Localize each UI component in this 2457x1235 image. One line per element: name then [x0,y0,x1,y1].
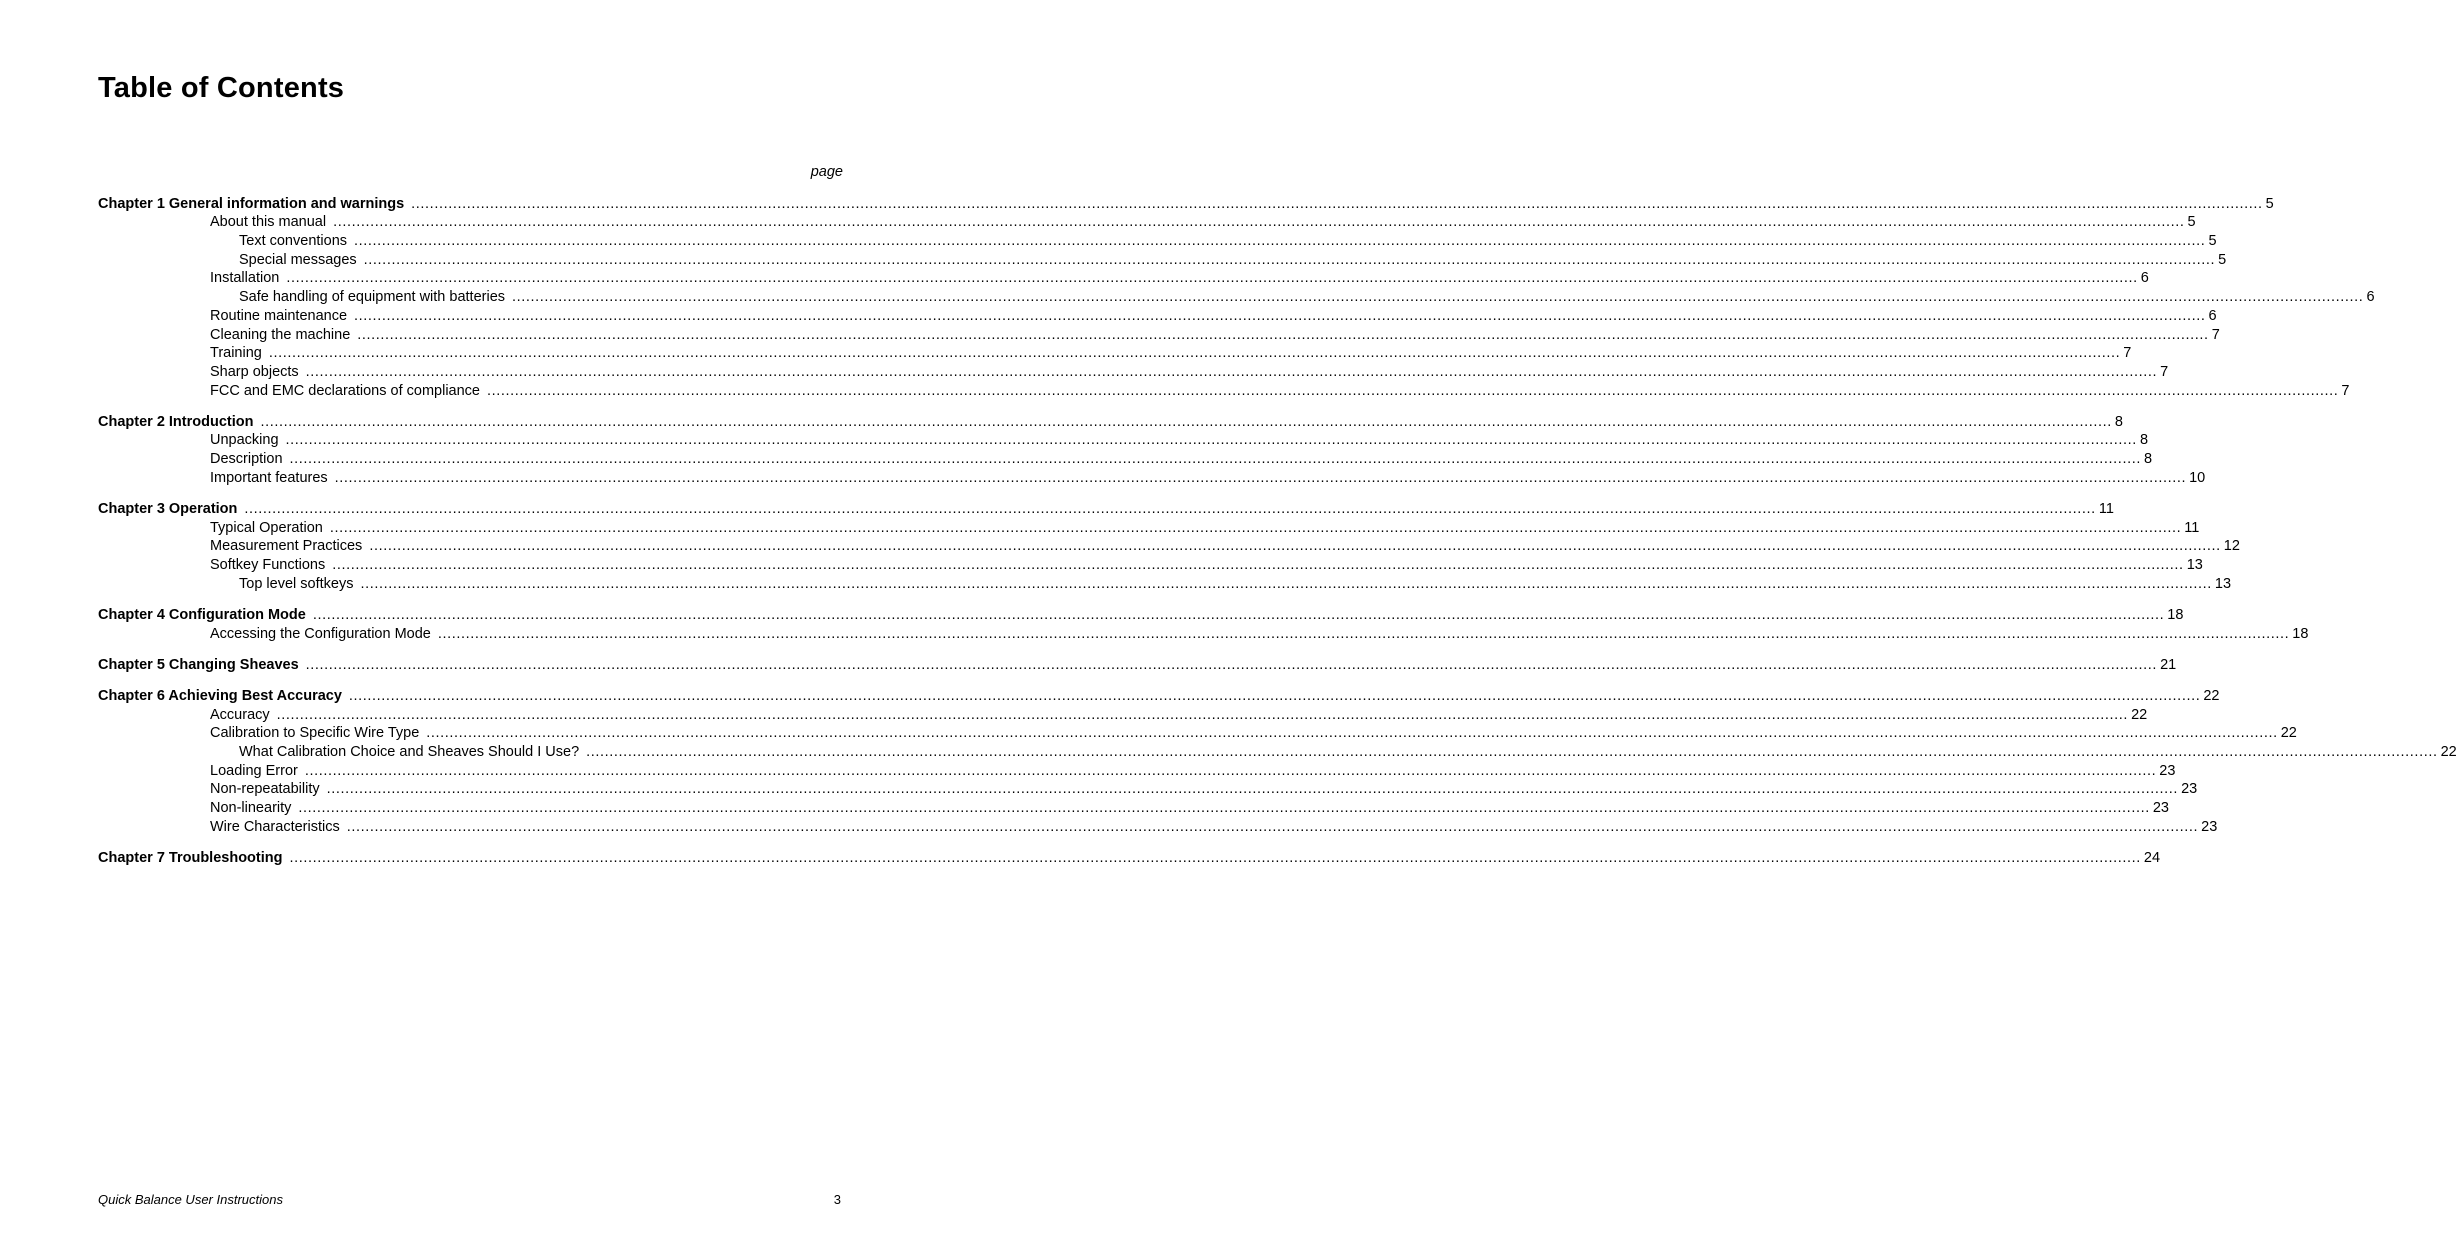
toc-section-entry[interactable] [98,555,2203,574]
toc-section-entry[interactable] [98,817,2218,836]
toc-entry-title: Chapter 3 Operation [98,501,238,517]
toc-entry-title: Safe handling of equipment with batteries [239,289,506,306]
toc-entry-page: 5 [2218,251,2227,268]
toc-entry-title: Accuracy [210,706,270,723]
dot-leader: ................................................................................................................................................................................................................................................................................................................................................................................................................ [268,345,2121,362]
dot-leader: ................................................................................................................................................................................................................................................................................................................................................................................................................ [437,625,2290,642]
dot-leader: ................................................................................................................................................................................................................................................................................................................................................................................................................ [354,233,2206,250]
toc-entry-title: Loading Error [210,762,298,779]
toc-section-entry[interactable] [98,705,2148,724]
toc-entry-page: 11 [2098,501,2114,517]
toc-entry-page: 23 [2152,800,2169,817]
toc-entry-title: Important features [210,469,328,486]
dot-leader: ................................................................................................................................................................................................................................................................................................................................................................................................................ [289,451,2141,468]
toc-entry-title: Chapter 1 General information and warnings [98,195,405,212]
toc-entry-page: 5 [2187,214,2196,231]
toc-entry-title: Measurement Practices [210,538,363,555]
toc-entry-title: Wire Characteristics [210,818,340,835]
dot-leader: ................................................................................................................................................................................................................................................................................................................................................................................................................ [346,818,2199,835]
dot-leader: ................................................................................................................................................................................................................................................................................................................................................................................................................ [332,557,2184,574]
toc-entry-title: Top level softkeys [239,575,354,592]
dot-leader: ................................................................................................................................................................................................................................................................................................................................................................................................................ [286,270,2138,287]
toc-entry-title: Softkey Functions [210,557,326,574]
toc-entry-page: 18 [2167,606,2184,623]
toc-entry-page: 11 [2184,519,2200,536]
toc-entry-title: Installation [210,270,280,287]
toc-chapter-entry[interactable] [98,848,2161,867]
dot-leader: ................................................................................................................................................................................................................................................................................................................................................................................................................ [285,432,2137,449]
toc-entry-title: Routine maintenance [210,307,348,324]
toc-chapter-group [98,412,2206,487]
toc-entry-title: What Calibration Choice and Sheaves Should I Use? [239,744,580,761]
dot-leader: ................................................................................................................................................................................................................................................................................................................................................................................................................ [312,606,2165,623]
toc-entry-page: 8 [2143,451,2153,468]
dot-leader: ................................................................................................................................................................................................................................................................................................................................................................................................................ [348,688,2201,704]
dot-leader: ................................................................................................................................................................................................................................................................................................................................................................................................................ [276,706,2129,723]
toc-entry-page: 8 [2114,413,2123,430]
toc-entry-page: 6 [2366,289,2375,306]
toc-entry-page: 18 [2292,625,2309,642]
toc-entry-title: Chapter 7 Troubleshooting [98,850,283,866]
page-column-label: page [810,164,843,180]
toc-chapter-entry[interactable] [98,499,2114,518]
table-of-contents [98,194,2457,880]
dot-leader: ................................................................................................................................................................................................................................................................................................................................................................................................................ [305,363,2158,380]
toc-entry-title: Description [210,451,283,468]
toc-entry-page: 22 [2203,688,2220,704]
toc-entry-page: 7 [2123,345,2132,362]
dot-leader: ................................................................................................................................................................................................................................................................................................................................................................................................................ [260,413,2112,430]
toc-entry-page: 8 [2139,432,2149,449]
toc-chapter-entry[interactable] [98,655,2177,674]
toc-entry-title: Sharp objects [210,363,299,380]
toc-entry-title: FCC and EMC declarations of compliance [210,382,480,399]
toc-entry-title: About this manual [210,214,327,231]
toc-entry-page: 5 [2208,233,2217,250]
toc-section-entry[interactable] [98,362,2169,381]
toc-section-entry[interactable] [98,761,2176,780]
toc-entry-page: 22 [2280,725,2297,742]
toc-section-entry[interactable] [98,344,2132,363]
toc-chapter-entry[interactable] [98,686,2220,705]
toc-section-entry[interactable] [98,780,2198,799]
dot-leader: ................................................................................................................................................................................................................................................................................................................................................................................................................ [360,575,2212,592]
toc-entry-page: 21 [2160,656,2177,673]
toc-entry-title: Chapter 6 Achieving Best Accuracy [98,688,342,704]
dot-leader: ................................................................................................................................................................................................................................................................................................................................................................................................................ [333,214,2185,231]
dot-leader: ................................................................................................................................................................................................................................................................................................................................................................................................................ [354,307,2206,324]
toc-entry-page: 7 [2341,382,2350,399]
toc-section-entry[interactable] [98,213,2196,232]
toc-entry-page: 6 [2208,307,2217,324]
toc-section-entry[interactable] [98,325,2220,344]
toc-section-entry[interactable] [98,742,2457,761]
toc-chapter-group [98,194,2375,400]
toc-section-entry[interactable] [98,537,2240,556]
dot-leader: ................................................................................................................................................................................................................................................................................................................................................................................................................ [304,762,2157,779]
toc-section-entry[interactable] [98,231,2217,250]
toc-section-entry[interactable] [98,269,2149,288]
toc-entry-page: 13 [2214,575,2232,592]
dot-leader: ................................................................................................................................................................................................................................................................................................................................................................................................................ [244,501,2096,517]
toc-chapter-entry[interactable] [98,194,2274,213]
dot-leader: ................................................................................................................................................................................................................................................................................................................................................................................................................ [369,538,2221,555]
toc-entry-title: Chapter 4 Configuration Mode [98,606,306,623]
toc-chapter-group [98,499,2240,592]
dot-leader: ................................................................................................................................................................................................................................................................................................................................................................................................................ [411,195,2263,212]
footer-page-number: 3 [833,1192,841,1207]
toc-section-entry[interactable] [98,724,2297,743]
toc-entry-title: Calibration to Specific Wire Type [210,725,420,742]
toc-entry-page: 23 [2201,818,2218,835]
dot-leader: ................................................................................................................................................................................................................................................................................................................................................................................................................ [426,725,2278,742]
dot-leader: ................................................................................................................................................................................................................................................................................................................................................................................................................ [334,469,2187,486]
toc-entry-page: 23 [2181,781,2198,798]
toc-section-entry[interactable] [98,798,2169,817]
toc-entry-page: 5 [2265,195,2274,212]
toc-entry-page: 22 [2440,744,2457,761]
dot-leader: ................................................................................................................................................................................................................................................................................................................................................................................................................ [326,781,2179,798]
toc-chapter-group [98,848,2161,867]
toc-section-entry[interactable] [98,381,2350,400]
toc-section-entry[interactable] [98,518,2200,537]
toc-entry-title: Accessing the Configuration Mode [210,625,431,642]
toc-section-entry[interactable] [98,306,2217,325]
toc-entry-page: 7 [2160,363,2169,380]
toc-entry-title: Cleaning the machine [210,326,351,343]
toc-entry-page: 23 [2159,762,2176,779]
toc-entry-title: Non-linearity [210,800,292,817]
dot-leader: ................................................................................................................................................................................................................................................................................................................................................................................................................ [329,519,2182,536]
toc-chapter-group [98,605,2309,642]
dot-leader: ................................................................................................................................................................................................................................................................................................................................................................................................................ [298,800,2150,817]
toc-section-entry[interactable] [98,287,2375,306]
toc-entry-page: 6 [2140,270,2149,287]
toc-entry-page: 22 [2131,706,2148,723]
toc-entry-title: Chapter 2 Introduction [98,413,254,430]
toc-section-entry[interactable] [98,250,2227,269]
dot-leader: ................................................................................................................................................................................................................................................................................................................................................................................................................ [305,656,2158,673]
toc-chapter-group [98,655,2177,674]
dot-leader: ................................................................................................................................................................................................................................................................................................................................................................................................................ [586,744,2438,761]
toc-section-entry[interactable] [98,468,2206,487]
toc-entry-title: Non-repeatability [210,781,320,798]
toc-section-entry[interactable] [98,449,2153,468]
toc-entry-title: Training [210,345,262,362]
toc-section-entry[interactable] [98,624,2309,643]
footer-document-title: Quick Balance User Instructions [98,1192,283,1207]
toc-entry-title: Chapter 5 Changing Sheaves [98,656,299,673]
toc-section-entry[interactable] [98,431,2149,450]
toc-section-entry[interactable] [98,574,2232,593]
toc-entry-title: Text conventions [239,233,348,250]
toc-entry-title: Unpacking [210,432,279,449]
toc-entry-page: 7 [2211,326,2220,343]
toc-chapter-entry[interactable] [98,412,2123,431]
dot-leader: ................................................................................................................................................................................................................................................................................................................................................................................................................ [357,326,2209,343]
dot-leader: ................................................................................................................................................................................................................................................................................................................................................................................................................ [486,382,2339,399]
dot-leader: ................................................................................................................................................................................................................................................................................................................................................................................................................ [289,850,2141,866]
toc-entry-title: Special messages [239,251,357,268]
toc-entry-page: 12 [2223,538,2240,555]
toc-entry-page: 10 [2189,469,2206,486]
toc-entry-title: Typical Operation [210,519,323,536]
page-title: Table of Contents [98,72,345,104]
toc-chapter-group [98,686,2457,836]
toc-entry-page: 24 [2143,850,2161,866]
dot-leader: ................................................................................................................................................................................................................................................................................................................................................................................................................ [512,289,2364,306]
toc-chapter-entry[interactable] [98,605,2184,624]
dot-leader: ................................................................................................................................................................................................................................................................................................................................................................................................................ [363,251,2216,268]
toc-entry-page: 13 [2186,557,2203,574]
